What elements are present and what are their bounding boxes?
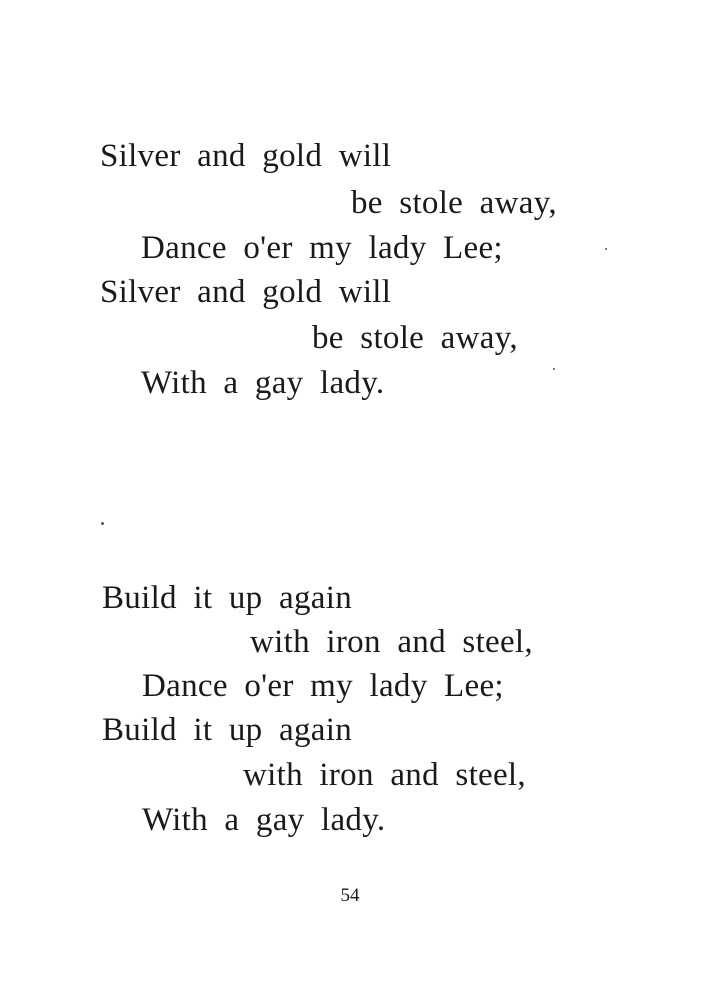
print-speck bbox=[101, 522, 104, 525]
stanza-1-line-6: With a gay lady. bbox=[141, 365, 385, 401]
stanza-2-line-2: with iron and steel, bbox=[250, 624, 533, 660]
stanza-2-line-5: with iron and steel, bbox=[243, 757, 526, 793]
stanza-1-line-4: Silver and gold will bbox=[100, 274, 392, 310]
print-speck bbox=[605, 248, 607, 250]
stanza-1-line-2: be stole away, bbox=[351, 185, 557, 221]
stanza-1-line-3: Dance o'er my lady Lee; bbox=[141, 230, 503, 266]
page-number: 54 bbox=[340, 885, 360, 906]
stanza-2-line-6: With a gay lady. bbox=[142, 802, 386, 838]
stanza-2-line-3: Dance o'er my lady Lee; bbox=[142, 668, 504, 704]
stanza-1-line-1: Silver and gold will bbox=[100, 138, 392, 174]
print-speck bbox=[553, 368, 555, 370]
stanza-2-line-1: Build it up again bbox=[102, 580, 352, 616]
stanza-1-line-5: be stole away, bbox=[312, 320, 518, 356]
stanza-2-line-4: Build it up again bbox=[102, 712, 352, 748]
